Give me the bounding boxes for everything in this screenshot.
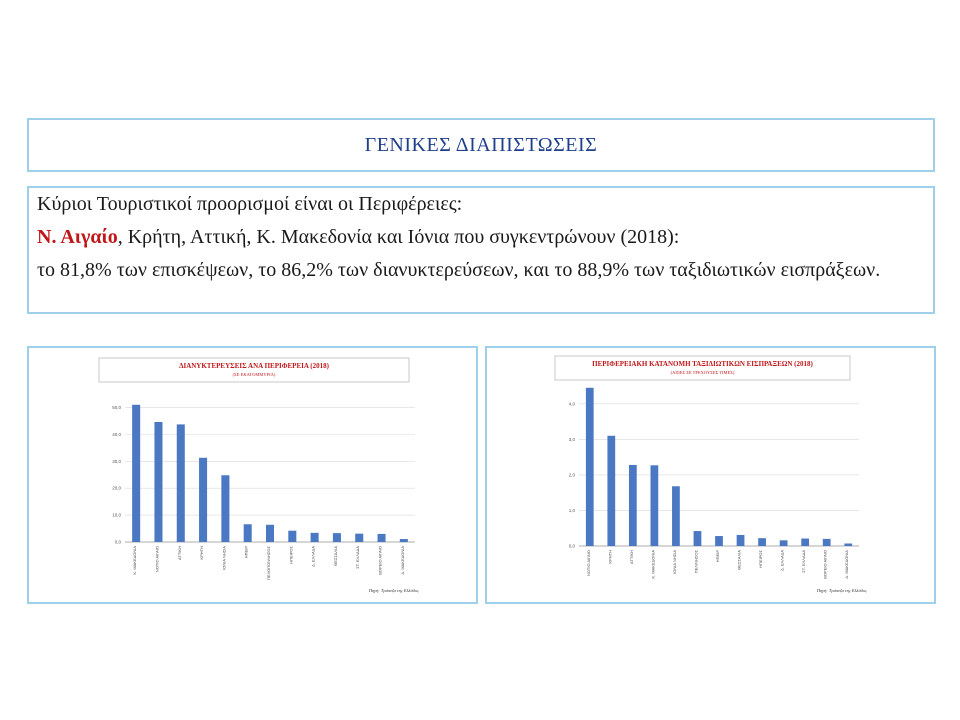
x-tick-label: ΣΤ. ΕΛΛΑΔΑ <box>801 550 807 573</box>
bar <box>780 540 788 546</box>
x-tick-label: ΙΟΝΙΑ ΝΗΣΙΑ <box>221 546 227 570</box>
x-tick-label: ΚΡΗΤΗ <box>607 550 613 564</box>
bar <box>844 544 852 546</box>
x-tick-label: ΘΕΣΣΑΛΙΑ <box>736 550 742 570</box>
x-tick-label: Δ. ΕΛΛΑΔΑ <box>310 546 316 567</box>
bar <box>177 424 185 542</box>
y-tick-label: 0,0 <box>568 543 575 549</box>
x-tick-label: ΝΟΤΙΟ ΑΙΓΑΙΟ <box>154 546 160 573</box>
chart-subtitle: (ΣΕ ΕΚΑΤΟΜΜΥΡΙΑ) <box>232 372 276 377</box>
x-tick-label: ΘΕΣΣΑΛΙΑ <box>332 546 338 566</box>
bar <box>333 533 341 542</box>
chart-overnight-stays <box>27 346 478 604</box>
x-tick-label: ΠΕΛΟΠΟΝΝΗΣΟΣ <box>266 546 271 580</box>
summary-line-3: το 81,8% των επισκέψεων, το 86,2% των διανυκτερεύσεων, και το 88,9% των ταξιδιωτικών εισπράξεων. <box>37 259 881 281</box>
x-tick-label: ΠΕΛ/ΝΗΣΟΣ <box>693 550 699 574</box>
bar <box>737 535 745 546</box>
bar <box>378 534 386 542</box>
y-tick-label: 50,0 <box>112 404 121 410</box>
y-tick-label: 40,0 <box>112 431 121 437</box>
bar <box>586 388 594 546</box>
x-tick-label: ΗΠΕΙΡΟΣ <box>288 546 294 564</box>
bar <box>758 538 766 546</box>
summary-line-2 <box>37 225 925 249</box>
x-tick-label: ΚΡΗΤΗ <box>199 546 205 560</box>
y-tick-label: 10,0 <box>112 512 121 518</box>
y-tick-label: 2,0 <box>568 472 575 478</box>
bar <box>266 525 274 542</box>
chart-title: ΠΕΡΙΦΕΡΕΙΑΚΗ ΚΑΤΑΝΟΜΗ ΤΑΞΙΔΙΩΤΙΚΩΝ ΕΙΣΠΡΑΞΕΩΝ (2018) <box>592 360 813 368</box>
chart-svg-overnight-stays <box>29 348 480 606</box>
chart-source: Πηγή: Τράπεζα της Ελλάδος <box>368 588 419 593</box>
chart-title: ΔΙΑΝΥΚΤΕΡΕΥΣΕΙΣ ΑΝΑ ΠΕΡΙΦΕΡΕΙΑ (2018) <box>179 362 329 370</box>
summary-box <box>27 186 935 314</box>
x-tick-label: ΑΤΤΙΚΗ <box>628 550 634 564</box>
y-tick-label: 4,0 <box>568 401 575 407</box>
x-tick-label: ΝΟΤΙΟ ΑΙΓΑΙΟ <box>585 550 591 577</box>
y-tick-label: 3,0 <box>568 436 575 442</box>
x-tick-label: Δ. ΜΑΚΕΔΟΝΙΑ <box>844 550 850 579</box>
y-tick-label: 20,0 <box>112 485 121 491</box>
bar <box>400 539 408 542</box>
x-tick-label: Κ. ΜΑΚΕΔΟΝΙΑ <box>650 550 656 579</box>
y-tick-label: 1,0 <box>568 507 575 513</box>
bar <box>355 534 363 542</box>
bar <box>132 405 140 542</box>
page-title: ΓΕΝΙΚΕΣ ΔΙΑΠΙΣΤΩΣΕΙΣ <box>364 133 598 156</box>
x-tick-label: Δ. ΜΑΚΕΔΟΝΙΑ <box>399 546 405 575</box>
bar <box>651 465 659 546</box>
summary-line-2-rest: , Κρήτη, Αττική, Κ. Μακεδονία και Ιόνια που συγκεντρώνουν (2018): <box>117 226 680 248</box>
bar <box>221 475 229 542</box>
bar <box>694 531 702 546</box>
x-tick-label: ΑΤΤΙΚΗ <box>176 546 182 560</box>
bar <box>199 458 207 542</box>
x-tick-label: ΗΠΕΙΡΟΣ <box>758 550 764 568</box>
x-tick-label: ΗΠΕΙΡ <box>715 550 720 563</box>
bar <box>672 486 680 546</box>
x-tick-label: Δ. ΕΛΛΑΔΑ <box>779 550 785 571</box>
chart-svg-travel-receipts <box>487 348 938 606</box>
bar <box>629 465 637 546</box>
bar <box>607 436 615 546</box>
heading-box <box>27 118 935 172</box>
bar <box>801 539 809 546</box>
bar <box>244 524 252 542</box>
bar <box>154 422 162 542</box>
chart-travel-receipts <box>485 346 936 604</box>
summary-line-1: Κύριοι Τουριστικοί προορισμοί είναι οι Περιφέρειες: <box>37 193 463 215</box>
x-tick-label: Κ. ΜΑΚΕΔΟΝΙΑ <box>132 546 138 575</box>
highlight-region: Ν. Αιγαίο <box>37 226 118 248</box>
bar <box>823 539 831 546</box>
chart-source: Πηγή: Τράπεζα της Ελλάδος <box>816 588 867 593</box>
y-tick-label: 0,0 <box>114 539 121 545</box>
chart-subtitle: (ΑΞΙΕΣ ΣΕ ΤΡΕΧΟΥΣΕΣ ΤΙΜΕΣ) <box>670 370 735 375</box>
x-tick-label: ΒΟΡΕΙΟ ΑΙΓΑΙΟ <box>822 550 828 579</box>
x-tick-label: ΒΟΡΕΙΟ ΑΙΓΑΙΟ <box>377 546 383 575</box>
bar <box>715 536 723 546</box>
bar <box>311 533 319 542</box>
x-tick-label: ΣΤ. ΕΛΛΑΔΑ <box>355 546 361 569</box>
y-tick-label: 30,0 <box>112 458 121 464</box>
x-tick-label: ΗΠΕΙΡ <box>243 546 249 559</box>
bar <box>288 531 296 542</box>
x-tick-label: ΙΟΝΙΑ ΝΗΣΙΑ <box>671 550 677 574</box>
